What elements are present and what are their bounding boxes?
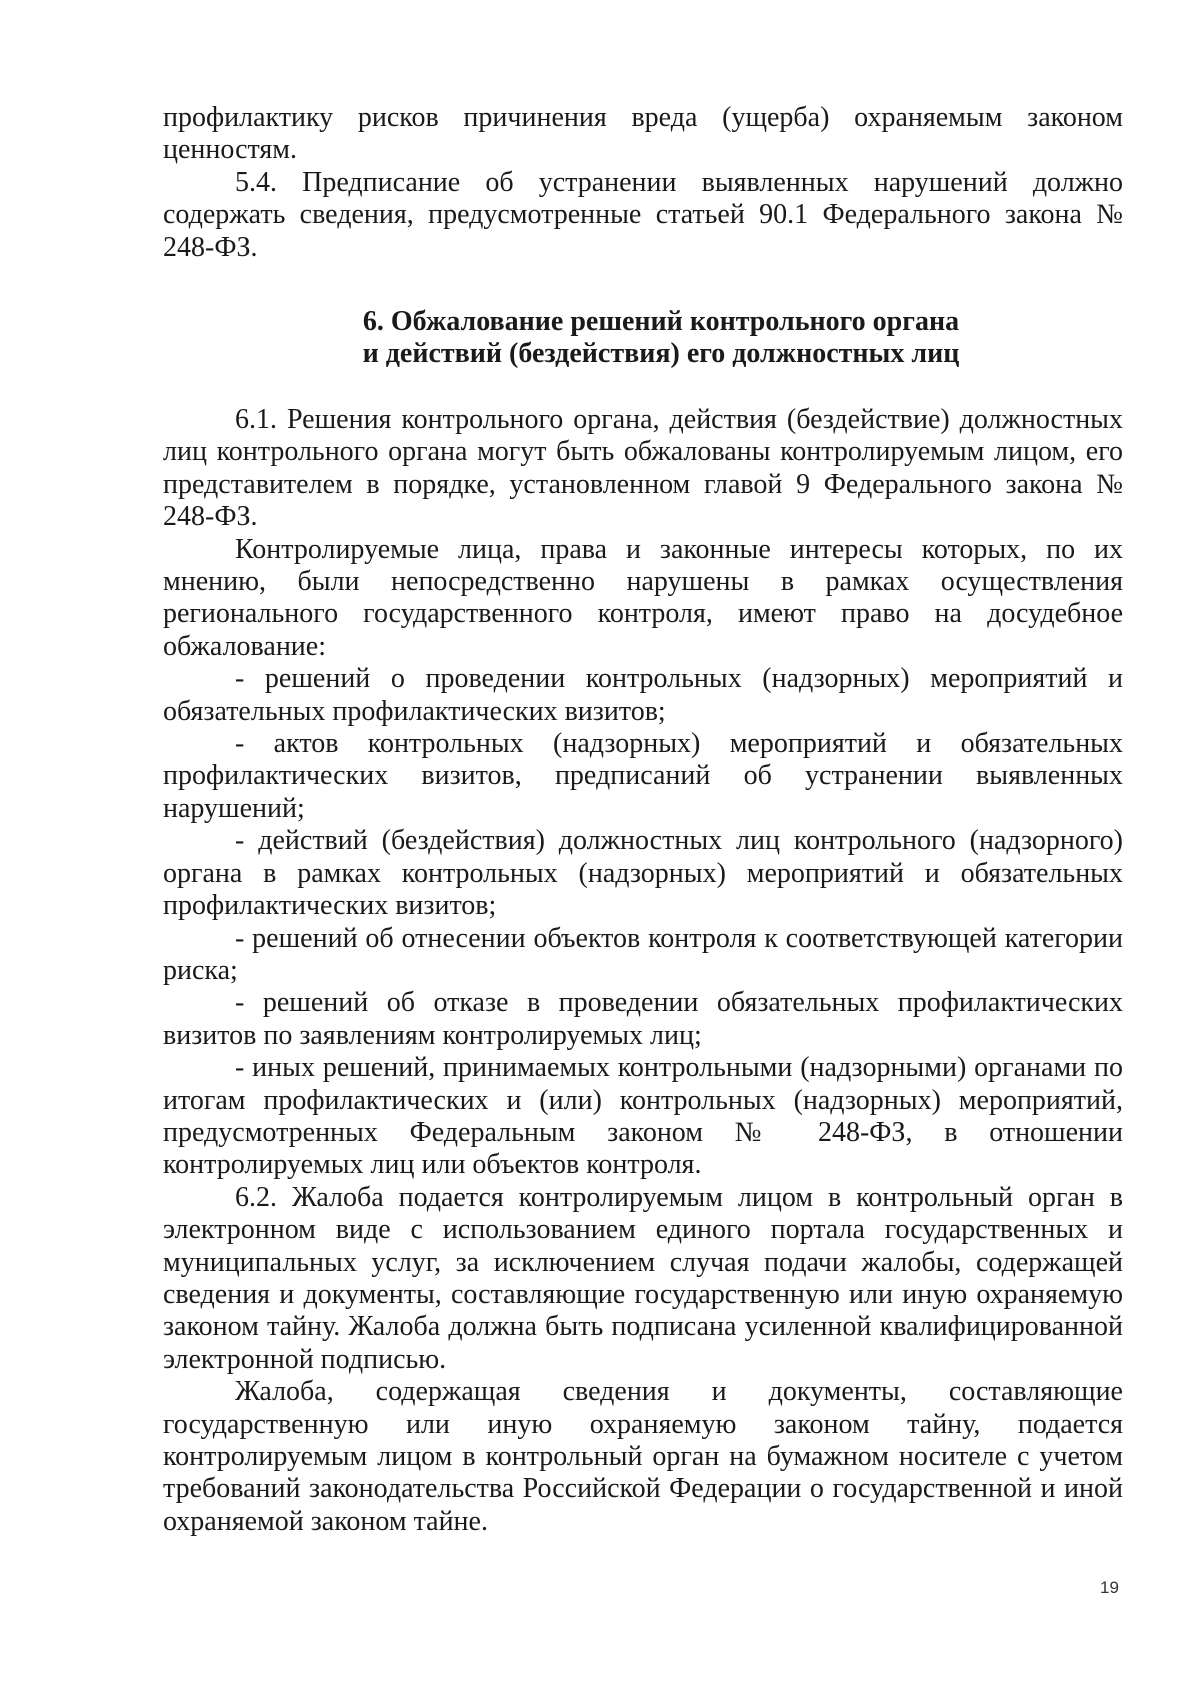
page-number: 19 — [1100, 1578, 1119, 1597]
intro-text-block — [163, 102, 1123, 264]
list-item-decisions: - решений о проведении контрольных (надзорных) мероприятий и обязательных профилактических визитов; — [163, 663, 1123, 727]
paragraph-intro-continuation: профилактику рисков причинения вреда (ущерба) охраняемым законом ценностям. — [163, 102, 1123, 166]
paragraph-paper-complaint: Жалоба, содержащая сведения и документы, составляющие государственную или иную охраняемую законом тайну, подается контролируемым лицом в контрольный орган на бумажном носителе с учетом требований законодательства Российской Федерации о государственной и иной охраняемой законом тайне. — [163, 1376, 1123, 1537]
paragraph-6-1: 6.1. Решения контрольного органа, действия (бездействие) должностных лиц контрольного органа могут быть обжалованы контролируемым лицом, его представителем в порядке, установленном главой 9 Федерального закона № 248-ФЗ. — [163, 404, 1123, 533]
section-heading-line-1: 6. Обжалование решений контрольного органа — [362, 306, 960, 337]
paragraph-5-4: 5.4. Предписание об устранении выявленных нарушений должно содержать сведения, предусмотренные статьей 90.1 Федерального закона № 248-ФЗ. — [163, 166, 1123, 263]
section-heading-6 — [163, 306, 1123, 371]
list-item-acts: - актов контрольных (надзорных) мероприятий и обязательных профилактических визитов, предписаний об устранении выявленных нарушений; — [163, 728, 1123, 824]
section-6-body — [163, 404, 1123, 1538]
paragraph-6-2: 6.2. Жалоба подается контролируемым лицом в контрольный орган в электронном виде с использованием единого портала государственных и муниципальных услуг, за исключением случая подачи жалобы, содержащей сведения и документы, составляющие государственную или иную охраняемую законом тайну. Жалоба должна быть подписана усиленной квалифицированной электронной подписью. — [163, 1181, 1123, 1375]
list-item-refusal: - решений об отказе в проведении обязательных профилактических визитов по заявлениям контролируемых лиц; — [163, 987, 1123, 1051]
list-item-actions: - действий (бездействия) должностных лиц контрольного (надзорного) органа в рамках контрольных (надзорных) мероприятий и обязательных профилактических визитов; — [163, 825, 1123, 922]
paragraph-appeal-rights: Контролируемые лица, права и законные интересы которых, по их мнению, были непосредственно нарушены в рамках осуществления регионального государственного контроля, имеют право на досудебное обжалование: — [163, 533, 1123, 662]
section-heading-line-2: и действий (бездействия) его должностных лиц — [362, 338, 960, 370]
list-item-other-decisions: - иных решений, принимаемых контрольными (надзорными) органами по итогам профилактических и (или) контрольных (надзорных) мероприятий, предусмотренных Федеральным законом № 248-ФЗ, в отношении контролируемых лиц или объектов контроля. — [163, 1052, 1123, 1181]
list-item-risk-category: - решений об отнесении объектов контроля к соответствующей категории риска; — [163, 922, 1123, 986]
